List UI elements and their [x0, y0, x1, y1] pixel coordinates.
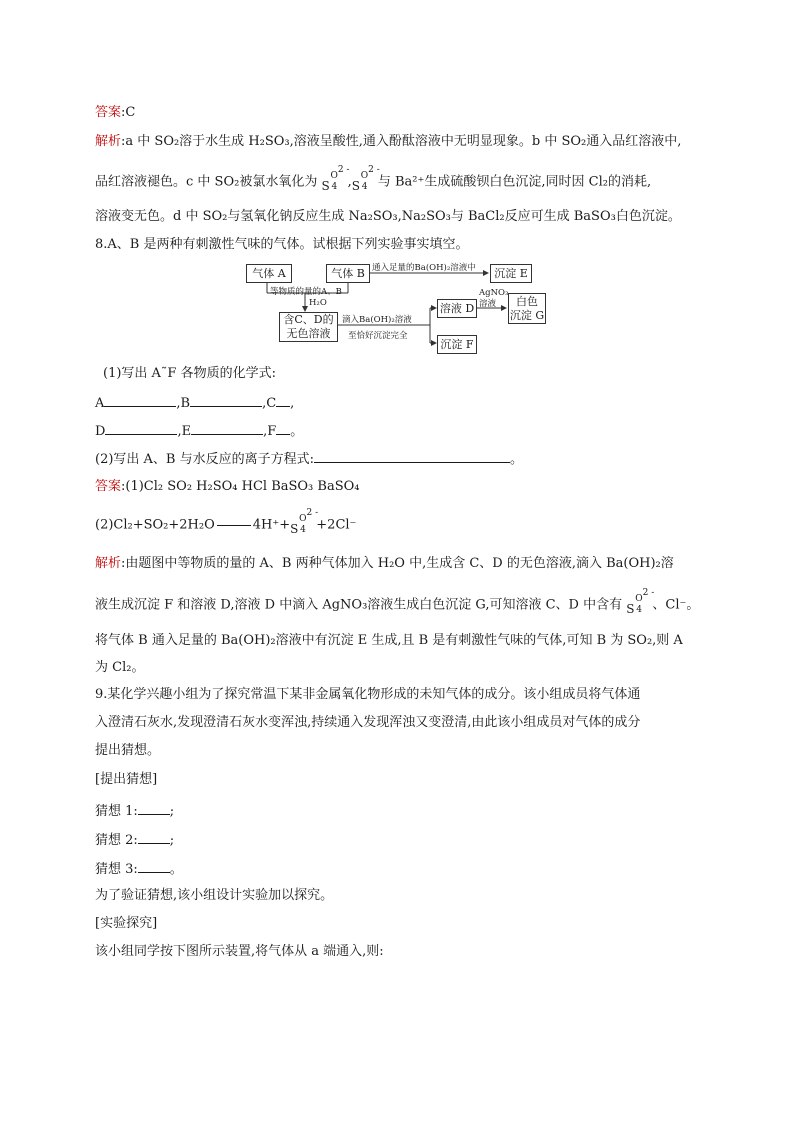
- question-8-part-2: (2)写出 A、B 与水反应的离子方程式: 。: [95, 449, 523, 469]
- blank-d[interactable]: [105, 421, 177, 435]
- question-9-line-1: 9.某化学兴趣小组为了探究常温下某非金属氧化物形成的未知气体的成分。该小组成员将气体通: [95, 687, 641, 702]
- hypothesis-3: 猜想 3: 。: [95, 859, 183, 879]
- answer-line-7: [95, 104, 135, 122]
- experiment-instruction: 该小组同学按下图所示装置,将气体从 a 端通入,则:: [95, 944, 384, 959]
- explanation-7-line-1: [95, 133, 681, 151]
- diagram-box-solution-cd: 含C、D的 无色溶液: [279, 312, 338, 342]
- answer-label: 答案: [95, 479, 122, 494]
- sulfate-ion: S $O^{2 -}$ 4: [290, 508, 319, 536]
- blank-f[interactable]: [276, 421, 290, 435]
- diagram-box-solution-d: 溶液 D: [437, 299, 477, 318]
- question-9-line-3: 提出猜想。: [95, 743, 161, 758]
- blank-c[interactable]: [276, 393, 290, 407]
- explanation-7-line-3: 溶液变无色。d 中 SO₂与氢氧化钠反应生成 Na₂SO₃,Na₂SO₃与 BaCl₂反应可生成 BaSO₃白色沉淀。: [95, 209, 681, 224]
- question-8-stem: 8.A、B 是两种有刺激性气味的气体。试根据下列实验事实填空。: [95, 237, 469, 252]
- question-9-line-2: 入澄清石灰水,发现澄清石灰水变浑浊,持续通入发现浑浊又变澄清,由此该小组成员对气体的成分: [95, 715, 641, 730]
- diagram-box-white-precipitate-g: 白色 沉淀 G: [508, 293, 546, 324]
- diagram-box-gas-a: 气体 A: [246, 264, 292, 283]
- sulfate-ion: S $O^{2 -}$ 4: [351, 165, 380, 193]
- fill-row-2: D ,E ,F 。: [95, 421, 303, 441]
- hypothesis-2: 猜想 2: ;: [95, 830, 174, 850]
- explanation-text: :a 中 SO₂溶于水生成 H₂SO₃,溶液呈酸性,通入酚酞溶液中无明显现象。b 中 SO₂通入品红溶液中,: [121, 134, 682, 149]
- blank-b[interactable]: [190, 393, 262, 407]
- explanation-8-line-3: 将气体 B 通入足量的 Ba(OH)₂溶液中有沉淀 E 生成,且 B 是有刺激性气味的气体,可知 B 为 SO₂,则 A: [95, 633, 683, 648]
- explanation-8-line-1: 解析:由题图中等物质的量的 A、B 两种气体加入 H₂O 中,生成含 C、D 的无色溶液,滴入 Ba(OH)₂溶: [95, 556, 674, 571]
- answer-line-8: 答案:(1)Cl₂ SO₂ H₂SO₄ HCl BaSO₃ BaSO₄: [95, 479, 360, 494]
- question-8-part-1: (1)写出 A˜F 各物质的化学式:: [103, 366, 276, 381]
- section-heading-experiment: [实验探究]: [95, 916, 158, 931]
- fill-row-1: A ,B ,C ,: [95, 393, 294, 413]
- explanation-label: 解析: [95, 556, 122, 571]
- hypothesis-1: 猜想 1: ;: [95, 801, 174, 821]
- label-solution: 溶液: [479, 299, 497, 309]
- answer-line-8-equation: (2)Cl₂+SO₂+2H₂O 4H⁺+ S $O^{2 -}$ 4 +2Cl⁻: [95, 508, 357, 536]
- label-equal-mol: 等物质的量的A、B: [270, 287, 342, 297]
- blank-hypothesis-2[interactable]: [138, 830, 170, 844]
- label-to-excess-baoh2: 通入足量的Ba(OH)₂溶液中: [372, 263, 476, 273]
- explanation-8-line-4: 为 Cl₂。: [95, 660, 145, 675]
- label-until-precipitation: 至恰好沉淀完全: [348, 331, 408, 341]
- sulfate-ion: S $O^{2 -}$ 4: [626, 588, 655, 616]
- explanation-text: 品红溶液褪色。c 中 SO₂被氯水氧化为: [95, 174, 322, 190]
- explanation-text: 与 Ba²⁺生成硫酸钡白色沉淀,同时因 Cl₂的消耗,: [373, 174, 652, 190]
- blank-hypothesis-3[interactable]: [138, 859, 170, 873]
- section-heading-hypothesis: [提出猜想]: [95, 772, 158, 787]
- answer-value: :C: [121, 105, 136, 120]
- verify-text: 为了验证猜想,该小组设计实验加以探究。: [95, 888, 334, 903]
- explanation-8-line-2: 液生成沉淀 F 和溶液 D,溶液 D 中滴入 AgNO₃溶液生成白色沉淀 G,可知溶液 C、D 中含有 S $O^{2 -}$ 4 、Cl⁻。: [95, 588, 700, 616]
- explanation-label: 解析: [95, 134, 122, 149]
- blank-hypothesis-1[interactable]: [138, 801, 170, 815]
- diagram-box-precipitate-e: 沉淀 E: [490, 264, 532, 283]
- label-agno3: AgNO₃: [479, 288, 509, 298]
- blank-e[interactable]: [191, 421, 263, 435]
- diagram-box-precipitate-f: 沉淀 F: [437, 335, 477, 354]
- label-drop-baoh2: 滴入Ba(OH)₂溶液: [342, 315, 412, 325]
- answer-label: 答案: [95, 105, 122, 120]
- sulfate-ion: S $O^{2 -}$ 4: [321, 165, 350, 193]
- reaction-arrow: [217, 525, 251, 526]
- label-h2o: H₂O: [309, 298, 327, 308]
- blank-a[interactable]: [104, 393, 176, 407]
- diagram-box-gas-b: 气体 B: [326, 264, 370, 283]
- explanation-7-line-2: 品红溶液褪色。c 中 SO₂被氯水氧化为 S $O^{2 -}$ 4 , S $O^{2 -}$ 4 与 Ba²⁺生成硫酸钡白色沉淀,同时因 Cl₂的消耗,: [95, 165, 652, 193]
- blank-ionic-equation[interactable]: [314, 449, 510, 463]
